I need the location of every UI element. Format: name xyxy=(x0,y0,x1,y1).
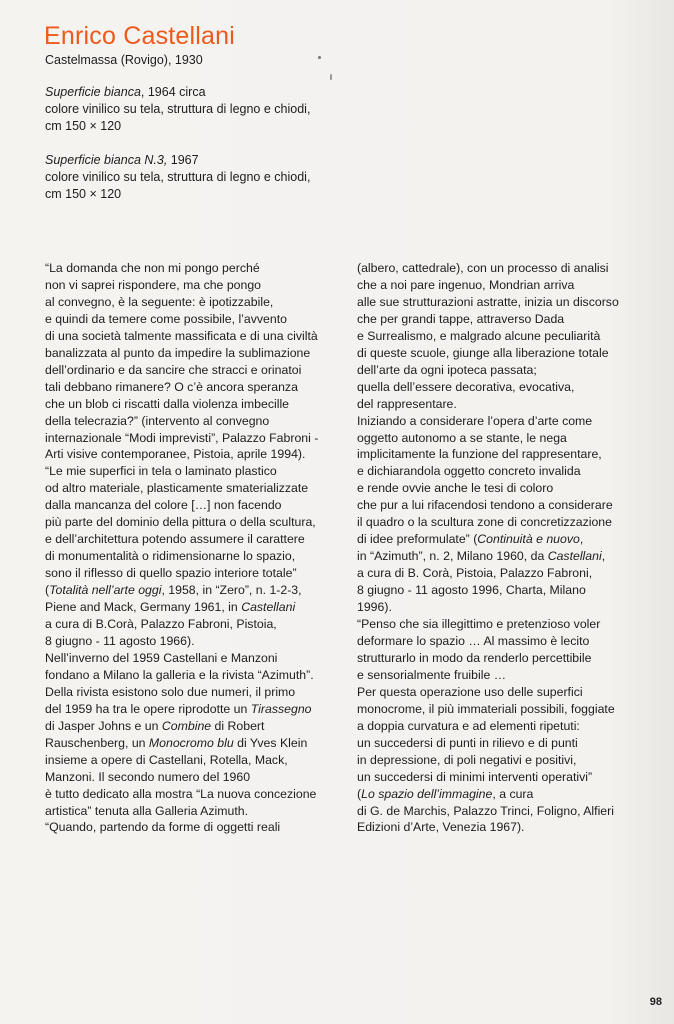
work-date: 1967 xyxy=(167,153,199,167)
text-line: che a noi pare ingenuo, Mondrian arriva xyxy=(357,277,575,292)
text-line: (Lo spazio dell’immagine, a cura xyxy=(357,786,534,801)
work-title: Superficie bianca N.3, xyxy=(45,153,168,167)
text-line: più parte del dominio della pittura o della scultura, xyxy=(45,515,316,530)
text-line: di queste scuole, giunge alla liberazione totale xyxy=(357,345,609,360)
text-line: 1996). xyxy=(357,600,392,615)
text-line: od altro materiale, plasticamente smaterializzate xyxy=(45,481,309,496)
text-line: che per grandi tappe, attraverso Dada xyxy=(357,311,565,326)
text-line: che un blob ci riscatti dalla violenza imbecille xyxy=(45,396,290,411)
body-text-left-column xyxy=(45,260,345,836)
text-line: Nell’inverno del 1959 Castellani e Manzoni xyxy=(45,650,278,665)
work-dimensions: cm 150 × 120 xyxy=(45,119,122,133)
text-line: quella dell’essere decorativa, evocativa, xyxy=(357,379,575,394)
text-line: è tutto dedicato alla mostra “La nuova concezione xyxy=(45,786,317,801)
text-line: a cura di B.Corà, Palazzo Fabroni, Pistoia, xyxy=(45,617,277,632)
text-line: (albero, cattedrale), con un processo di analisi xyxy=(357,261,609,275)
text-line: al convegno, è la seguente: è ipotizzabile, xyxy=(45,294,274,309)
text-line: sono il riflesso di quello spazio interiore totale” xyxy=(45,566,297,581)
text-line: dell’ordinario e da sancire che stracci e orinatoi xyxy=(45,362,302,377)
text-line: che pur a lui rifacendosi tendono a considerare xyxy=(357,498,613,513)
text-line: (Totalità nell’arte oggi, 1958, in “Zero”, n. 1-2-3, xyxy=(45,583,302,598)
italic-title: Combine xyxy=(161,718,212,733)
text-line: della telecrazia?” (intervento al convegno xyxy=(45,413,270,428)
text-line: Rauschenberg, un Monocromo blu di Yves Klein xyxy=(45,735,308,750)
text-line: implicitamente la funzione del rappresentare, xyxy=(357,447,602,462)
text-line: strutturarlo in modo da renderlo percettibile xyxy=(357,650,592,665)
page-number: 98 xyxy=(649,996,662,1008)
text-line: e Surrealismo, e malgrado alcune peculiarità xyxy=(357,328,601,343)
text-line: Arti visive contemporanee, Pistoia, aprile 1994). xyxy=(45,447,306,462)
text-line: Edizioni d’Arte, Venezia 1967). xyxy=(357,820,525,835)
text-line: Piene and Mack, Germany 1961, in Castellani xyxy=(45,600,296,615)
text-line: dalla mancanza del colore […] non facendo xyxy=(45,498,282,513)
italic-citation: Castellani xyxy=(241,600,296,615)
text-line: Per questa operazione uso delle superfici xyxy=(357,684,583,699)
text-line: “Le mie superfici in tela o laminato plastico xyxy=(45,464,277,479)
italic-citation: Totalità nell’arte oggi xyxy=(49,583,162,598)
text-line: alle sue strutturazioni astratte, inizia un discorso xyxy=(357,294,619,309)
text-line: un succedersi di punti in rilievo e di punti xyxy=(357,735,578,750)
text-line: del 1959 ha tra le opere riprodotte un Tirassegno xyxy=(45,701,312,716)
text-line: e rende ovvie anche le tesi di coloro xyxy=(357,481,554,496)
text-line: il quadro o la scultura zone di concretizzazione xyxy=(357,515,612,530)
text-line: e dichiarandola oggetto concreto invalida xyxy=(357,464,581,479)
work-date: , 1964 circa xyxy=(140,85,206,99)
text-line: “La domanda che non mi pongo perché xyxy=(45,261,260,275)
text-line: in depressione, di poli negativi e positivi, xyxy=(357,752,577,767)
text-line: a cura di B. Corà, Pistoia, Palazzo Fabroni, xyxy=(357,566,593,581)
text-line: in “Azimuth”, n. 2, Milano 1960, da Castellani, xyxy=(357,549,606,564)
italic-title: Monocromo blu xyxy=(148,735,234,750)
text-line: un succedersi di minimi interventi operativi” xyxy=(357,769,593,784)
text-line: insieme a opere di Castellani, Rotella, Mack, xyxy=(45,752,288,767)
text-line: tali debbano rimanere? O c’è ancora speranza xyxy=(45,379,298,394)
text-line: di idee preformulate” (Continuità e nuovo, xyxy=(357,532,584,547)
work-title: Superficie bianca xyxy=(45,85,141,99)
paper-speck xyxy=(318,56,321,59)
italic-citation: Lo spazio dell’immagine xyxy=(361,786,493,801)
work-entry xyxy=(45,84,310,135)
italic-citation: Castellani xyxy=(547,549,602,564)
text-line: 8 giugno - 11 agosto 1966). xyxy=(45,633,195,648)
text-line: banalizzata al punto da impedire la sublimazione xyxy=(45,345,311,360)
text-line: e quindi da temere come possibile, l’avvento xyxy=(45,311,287,326)
work-entry xyxy=(45,152,310,203)
text-line: internazionale “Modi imprevisti”, Palazzo Fabroni - xyxy=(45,430,319,445)
text-line: Iniziando a considerare l’opera d’arte come xyxy=(357,413,593,428)
text-line: a doppia curvatura e ad elementi ripetuti: xyxy=(357,718,580,733)
text-line: del rappresentare. xyxy=(357,396,457,411)
work-medium: colore vinilico su tela, struttura di legno e chiodi, xyxy=(45,102,311,116)
italic-citation: Continuità e nuovo xyxy=(477,532,580,547)
work-dimensions: cm 150 × 120 xyxy=(45,187,122,201)
text-line: di Jasper Johns e un Combine di Robert xyxy=(45,718,265,733)
text-line: non vi saprei rispondere, ma che pongo xyxy=(45,277,262,292)
text-line: e sensorialmente fruibile … xyxy=(357,667,506,682)
text-line: deformare lo spazio … Al massimo è lecito xyxy=(357,633,590,648)
artist-birthplace: Castelmassa (Rovigo), 1930 xyxy=(45,53,203,67)
paper-speck xyxy=(330,74,332,80)
text-line: 8 giugno - 11 agosto 1996, Charta, Milano xyxy=(357,583,586,598)
text-line: e dell’architettura potendo assumere il carattere xyxy=(45,532,305,547)
text-line: dell’arte da ogni ipoteca passata; xyxy=(357,362,537,377)
work-medium: colore vinilico su tela, struttura di legno e chiodi, xyxy=(45,170,311,184)
text-line: “Penso che sia illegittimo e pretenzioso voler xyxy=(357,617,601,632)
text-line: fondano a Milano la galleria e la rivista “Azimuth”. xyxy=(45,667,314,682)
text-line: “Quando, partendo da forme di oggetti reali xyxy=(45,820,281,835)
body-text-right-column xyxy=(357,260,657,836)
text-line: di monumentalità o ridimensionarne lo spazio, xyxy=(45,549,296,564)
text-line: di una società talmente massificata e di una civiltà xyxy=(45,328,318,343)
text-line: monocrome, il più immateriali possibili, foggiate xyxy=(357,701,615,716)
text-line: Manzoni. Il secondo numero del 1960 xyxy=(45,769,251,784)
text-line: artistica” tenuta alla Galleria Azimuth. xyxy=(45,803,248,818)
artist-name: Enrico Castellani xyxy=(44,22,235,50)
text-line: di G. de Marchis, Palazzo Trinci, Foligno, Alfieri xyxy=(357,803,614,818)
text-line: oggetto autonomo a se stante, le nega xyxy=(357,430,567,445)
text-line: Della rivista esistono solo due numeri, il primo xyxy=(45,684,296,699)
italic-title: Tirassegno xyxy=(250,701,312,716)
